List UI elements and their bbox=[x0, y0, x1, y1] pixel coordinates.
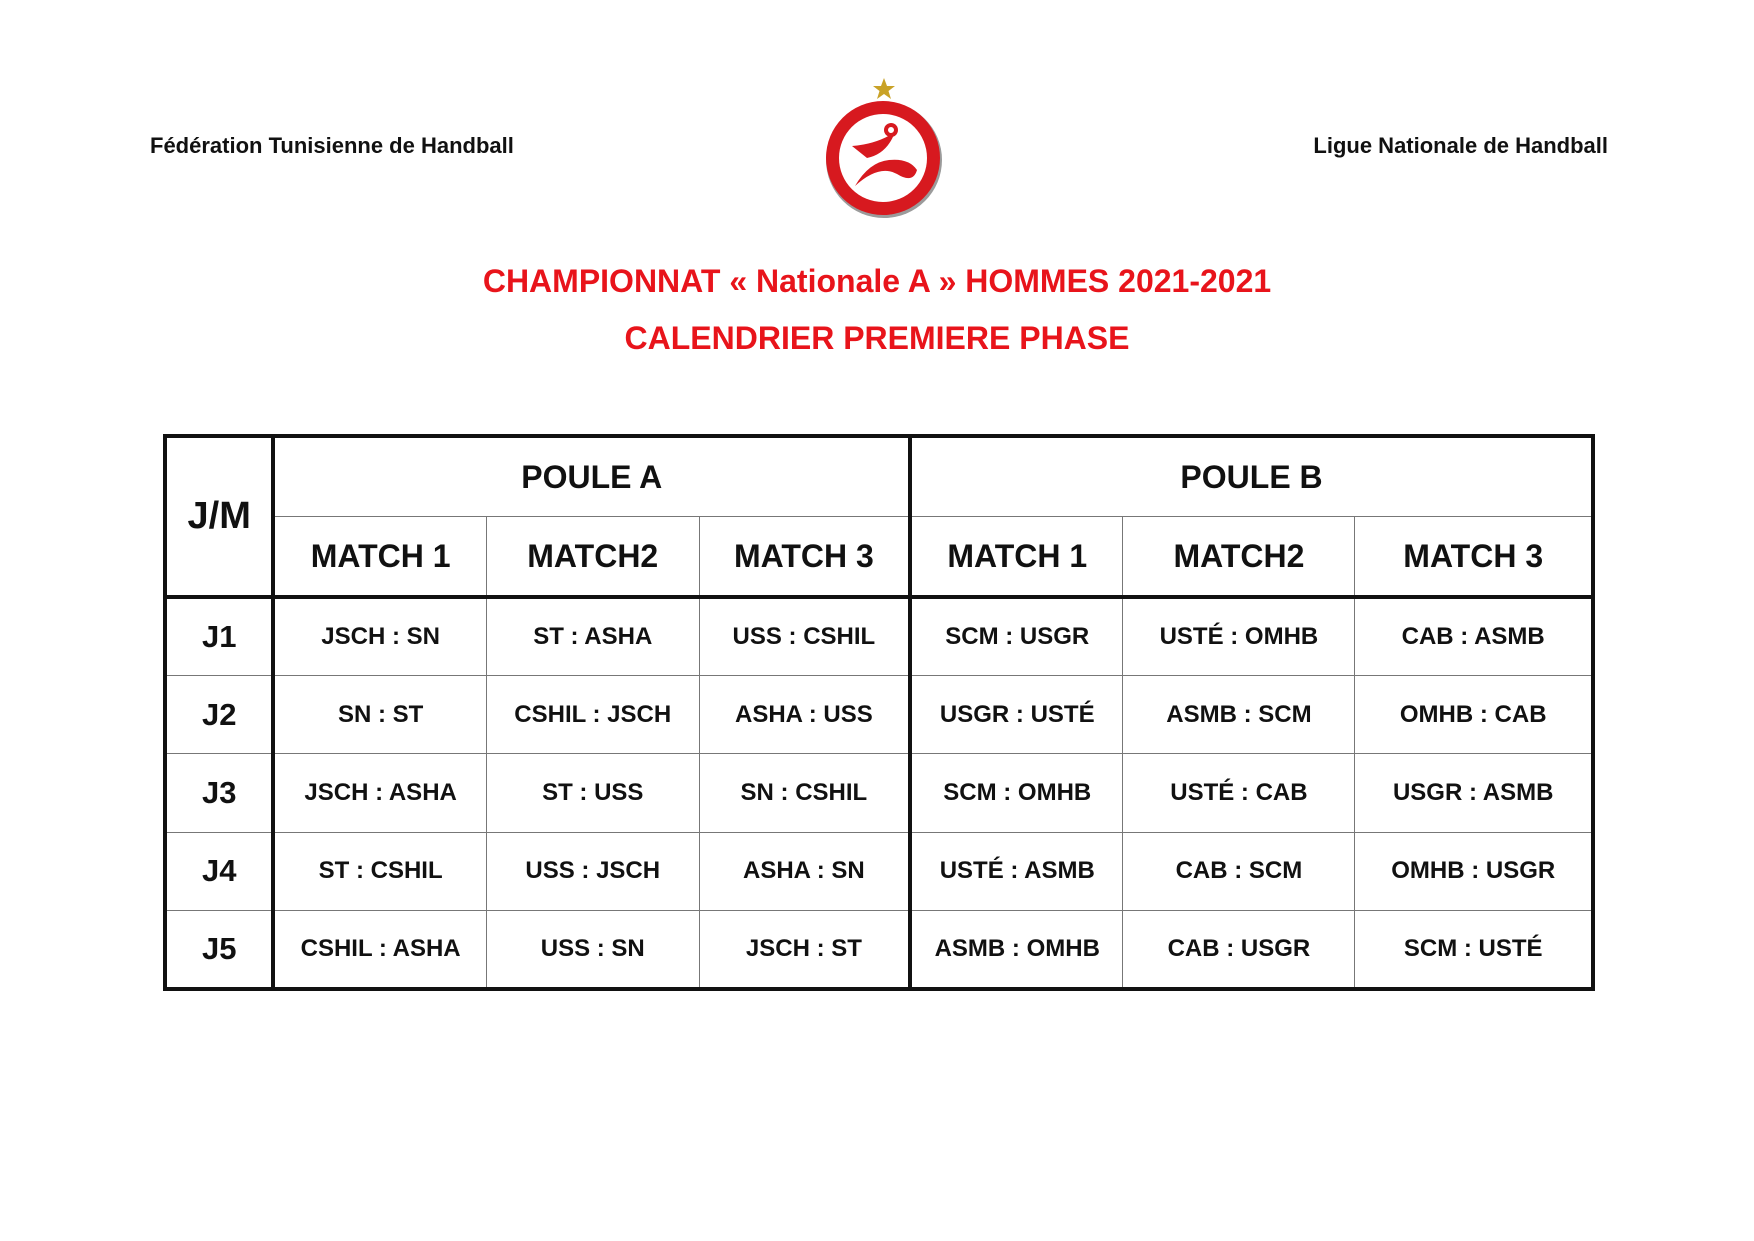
match-cell: SCM : USGR bbox=[910, 597, 1123, 675]
match-header: MATCH 3 bbox=[1355, 517, 1593, 598]
match-cell: SCM : OMHB bbox=[910, 754, 1123, 832]
match-cell: USS : CSHIL bbox=[699, 597, 910, 675]
table-row bbox=[165, 754, 1593, 832]
championship-title: CHAMPIONNAT « Nationale A » HOMMES 2021-2021 bbox=[482, 263, 1272, 299]
match-cell: USS : JSCH bbox=[486, 832, 699, 910]
match-cell: OMHB : USGR bbox=[1355, 832, 1593, 910]
table-row bbox=[165, 597, 1593, 675]
match-header: MATCH 1 bbox=[273, 517, 486, 598]
federation-name: Fédération Tunisienne de Handball bbox=[150, 133, 514, 158]
match-cell: CSHIL : JSCH bbox=[486, 675, 699, 753]
match-cell: OMHB : CAB bbox=[1355, 675, 1593, 753]
match-cell: ST : USS bbox=[486, 754, 699, 832]
match-cell: ASMB : OMHB bbox=[910, 911, 1123, 989]
federation-logo bbox=[817, 74, 951, 222]
match-cell: CAB : USGR bbox=[1123, 911, 1355, 989]
table-row bbox=[165, 675, 1593, 753]
match-cell: ST : CSHIL bbox=[273, 832, 486, 910]
match-cell: USGR : USTÉ bbox=[910, 675, 1123, 753]
poule-b-header: POULE B bbox=[910, 436, 1593, 517]
match-cell: SN : ST bbox=[273, 675, 486, 753]
day-label: J5 bbox=[165, 911, 273, 989]
match-cell: CSHIL : ASHA bbox=[273, 911, 486, 989]
match-cell: JSCH : ST bbox=[699, 911, 910, 989]
match-header: MATCH2 bbox=[1123, 517, 1355, 598]
schedule-table bbox=[163, 434, 1595, 991]
match-cell: CAB : SCM bbox=[1123, 832, 1355, 910]
table-row bbox=[165, 832, 1593, 910]
corner-header: J/M bbox=[165, 436, 273, 597]
match-cell: ASMB : SCM bbox=[1123, 675, 1355, 753]
match-cell: USTÉ : ASMB bbox=[910, 832, 1123, 910]
match-cell: USS : SN bbox=[486, 911, 699, 989]
calendar-subtitle: CALENDRIER PREMIERE PHASE bbox=[624, 320, 1130, 356]
match-cell: ASHA : SN bbox=[699, 832, 910, 910]
day-label: J2 bbox=[165, 675, 273, 753]
match-cell: SCM : USTÉ bbox=[1355, 911, 1593, 989]
match-header: MATCH 1 bbox=[910, 517, 1123, 598]
match-cell: JSCH : ASHA bbox=[273, 754, 486, 832]
table-row bbox=[165, 911, 1593, 989]
match-cell: CAB : ASMB bbox=[1355, 597, 1593, 675]
match-cell: USTÉ : OMHB bbox=[1123, 597, 1355, 675]
match-cell: ASHA : USS bbox=[699, 675, 910, 753]
poule-a-header: POULE A bbox=[273, 436, 910, 517]
match-cell: JSCH : SN bbox=[273, 597, 486, 675]
match-cell: ST : ASHA bbox=[486, 597, 699, 675]
match-cell: SN : CSHIL bbox=[699, 754, 910, 832]
match-cell: USTÉ : CAB bbox=[1123, 754, 1355, 832]
day-label: J3 bbox=[165, 754, 273, 832]
day-label: J4 bbox=[165, 832, 273, 910]
day-label: J1 bbox=[165, 597, 273, 675]
match-cell: USGR : ASMB bbox=[1355, 754, 1593, 832]
match-header: MATCH2 bbox=[486, 517, 699, 598]
match-header: MATCH 3 bbox=[699, 517, 910, 598]
league-name: Ligue Nationale de Handball bbox=[1313, 133, 1608, 158]
star-icon bbox=[873, 78, 895, 99]
